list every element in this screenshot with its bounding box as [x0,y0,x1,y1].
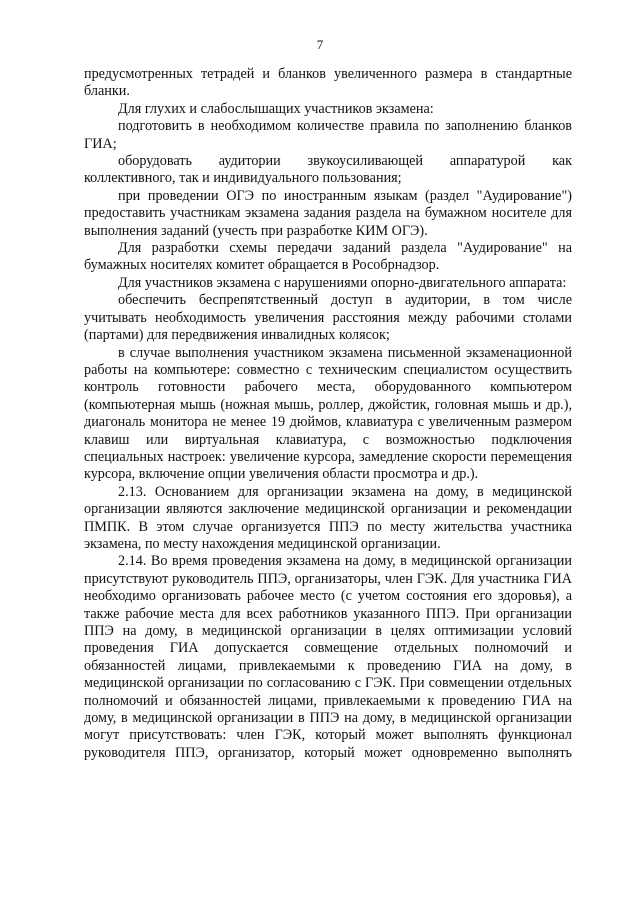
paragraph-2-13: 2.13. Основанием для организации экзамена на дому, в медицинской организации являются заключение медицинской организации и рекомендации ПМПК. В этом случае организуется ППЭ по месту жительства участника экзамена, по месту нахождения медицинской организации. [84,483,572,552]
paragraph-computer: в случае выполнения участником экзамена письменной экзаменационной работы на компьютере: совместно с техническим специалистом осуществить контроль готовности рабочего места, оборудованного компьютером (компьютерная мышь (ножная мышь, роллер, джойстик, головная мышь и др.), диагональ монитора не менее 19 дюймов, клавиатура с увеличенным размером клавиш или виртуальная клавиатура, с возможностью подключения специальных настроек: увеличение курсора, замедление скорости перемещения курсора, включение опции увеличения области просмотра и др.). [84,344,572,483]
document-body [84,66,572,762]
paragraph-continuation: предусмотренных тетрадей и бланков увеличенного размера в стандартные бланки. [84,66,572,100]
paragraph-listening: при проведении ОГЭ по иностранным языкам (раздел "Аудирование") предоставить участникам экзамена задания раздела на бумажном носителе для выполнения заданий (учесть при разработке КИМ ОГЭ). [84,187,572,239]
page-number: 7 [316,37,324,52]
paragraph-access: обеспечить беспрепятственный доступ в аудитории, в том числе учитывать необходимость увеличения расстояния между рабочими столами (партами) для передвижения инвалидных колясок; [84,292,572,344]
paragraph-2-14: 2.14. Во время проведения экзамена на дому, в медицинской организации присутствуют руководитель ППЭ, организаторы, член ГЭК. Для участника ГИА необходимо организовать рабочее место (с учетом состояния его здоровья), а также рабочие места для всех работников указанного ППЭ. При организации ППЭ на дому, в медицинской организации в целях оптимизации условий проведения ГИА допускается совмещение отдельных полномочий и обязанностей лицами, привлекаемыми к проведению ГИА на дому, в медицинской организации по согласованию с ГЭК. При совмещении отдельных полномочий и обязанностей лицами, привлекаемыми к проведению ГИА на дому, в медицинской организации в ППЭ на дому, в медицинской организации могут присутствовать: член ГЭК, который может выполнять функционал руководителя ППЭ, организатор, который может одновременно выполнять [84,553,572,761]
paragraph-rules: подготовить в необходимом количестве правила по заполнению бланков ГИА; [84,118,572,152]
paragraph-listening-scheme: Для разработки схемы передачи заданий раздела "Аудирование" на бумажных носителях комитет обращается в Рособрнадзор. [84,240,572,274]
paragraph-deaf-heading: Для глухих и слабослышащих участников экзамена: [118,100,434,117]
paragraph-mobility-heading: Для участников экзамена с нарушениями опорно-двигательного аппарата: [118,274,567,291]
paragraph-equipment: оборудовать аудитории звукоусиливающей аппаратурой как коллективного, так и индивидуального пользования; [84,153,572,187]
